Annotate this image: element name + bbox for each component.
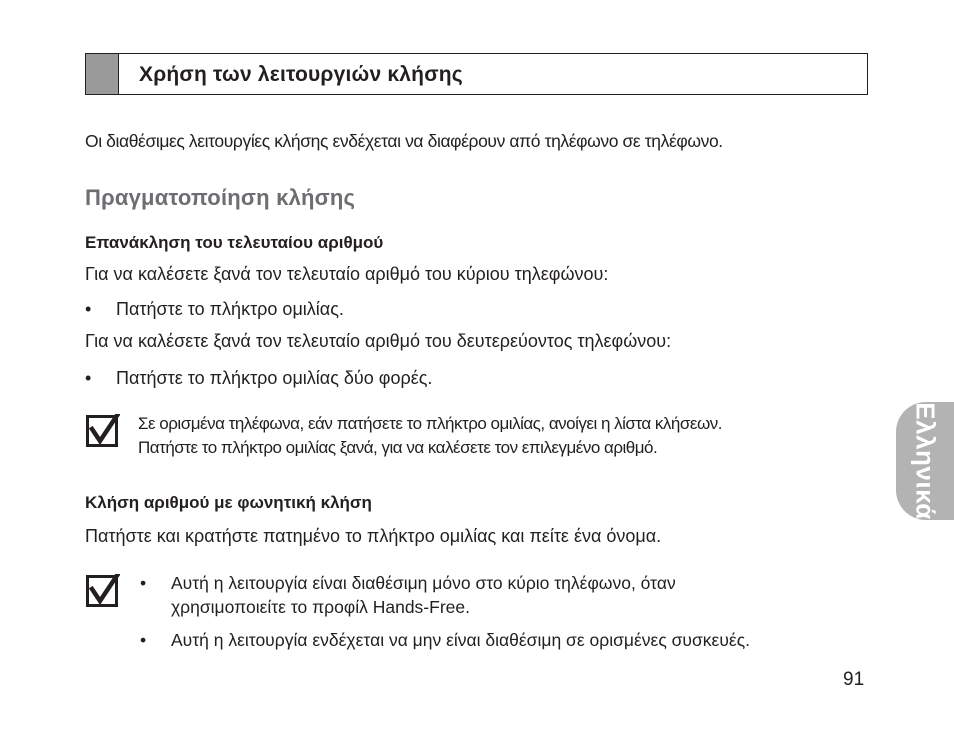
voice-dial-text: Πατήστε και κρατήστε πατημένο το πλήκτρο ομιλίας και πείτε ένα όνομα.: [85, 526, 662, 546]
checkmark-box-icon: [86, 574, 120, 608]
note-line: Σε ορισμένα τηλέφωνα, εάν πατήσετε το πλήκτρο ομιλίας, ανοίγει η λίστα κλήσεων.: [138, 414, 722, 433]
bullet-dot: •: [140, 573, 147, 593]
intro-text: Οι διαθέσιμες λειτουργίες κλήσης ενδέχεται να διαφέρουν από τηλέφωνο σε τηλέφωνο.: [85, 131, 723, 151]
checkmark-box-icon: [86, 414, 120, 448]
bullet-dot: •: [140, 630, 147, 650]
list-item-line: χρησιμοποιείτε το προφίλ Hands-Free.: [171, 597, 470, 617]
page-number: 91: [843, 669, 865, 690]
redial-note: [138, 412, 722, 460]
list-item-line: Αυτή η λειτουργία ενδέχεται να μην είναι διαθέσιμη σε ορισμένες συσκευές.: [171, 630, 751, 650]
header-grey-block: [86, 54, 119, 94]
section-header: [85, 53, 868, 95]
voice-dial-heading: Κλήση αριθμού με φωνητική κλήση: [85, 493, 372, 512]
note-line: Πατήστε το πλήκτρο ομιλίας ξανά, για να καλέσετε τον επιλεγμένο αριθμό.: [138, 438, 658, 457]
list-item: [140, 571, 750, 619]
bullet-text: Πατήστε το πλήκτρο ομιλίας δύο φορές.: [116, 368, 433, 388]
list-item-line: Αυτή η λειτουργία είναι διαθέσιμη μόνο στο κύριο τηλέφωνο, όταν: [171, 573, 676, 593]
section-title: Πραγματοποίηση κλήσης: [85, 185, 356, 210]
bullet-dot: •: [85, 299, 92, 319]
redial-heading: Επανάκληση του τελευταίου αριθμού: [85, 233, 384, 252]
redial-secondary-text: Για να καλέσετε ξανά τον τελευταίο αριθμό του δευτερεύοντος τηλεφώνου:: [85, 331, 672, 351]
redial-primary-text: Για να καλέσετε ξανά τον τελευταίο αριθμό του κύριου τηλεφώνου:: [85, 264, 609, 284]
bullet-dot: •: [85, 368, 92, 388]
language-tab-label: Ελληνικά: [910, 402, 941, 520]
language-tab: [896, 402, 954, 520]
bullet-text: Πατήστε το πλήκτρο ομιλίας.: [116, 299, 344, 319]
list-item: [140, 628, 750, 652]
page-title: Χρήση των λειτουργιών κλήσης: [139, 63, 463, 86]
voice-dial-note-list: [140, 571, 750, 652]
